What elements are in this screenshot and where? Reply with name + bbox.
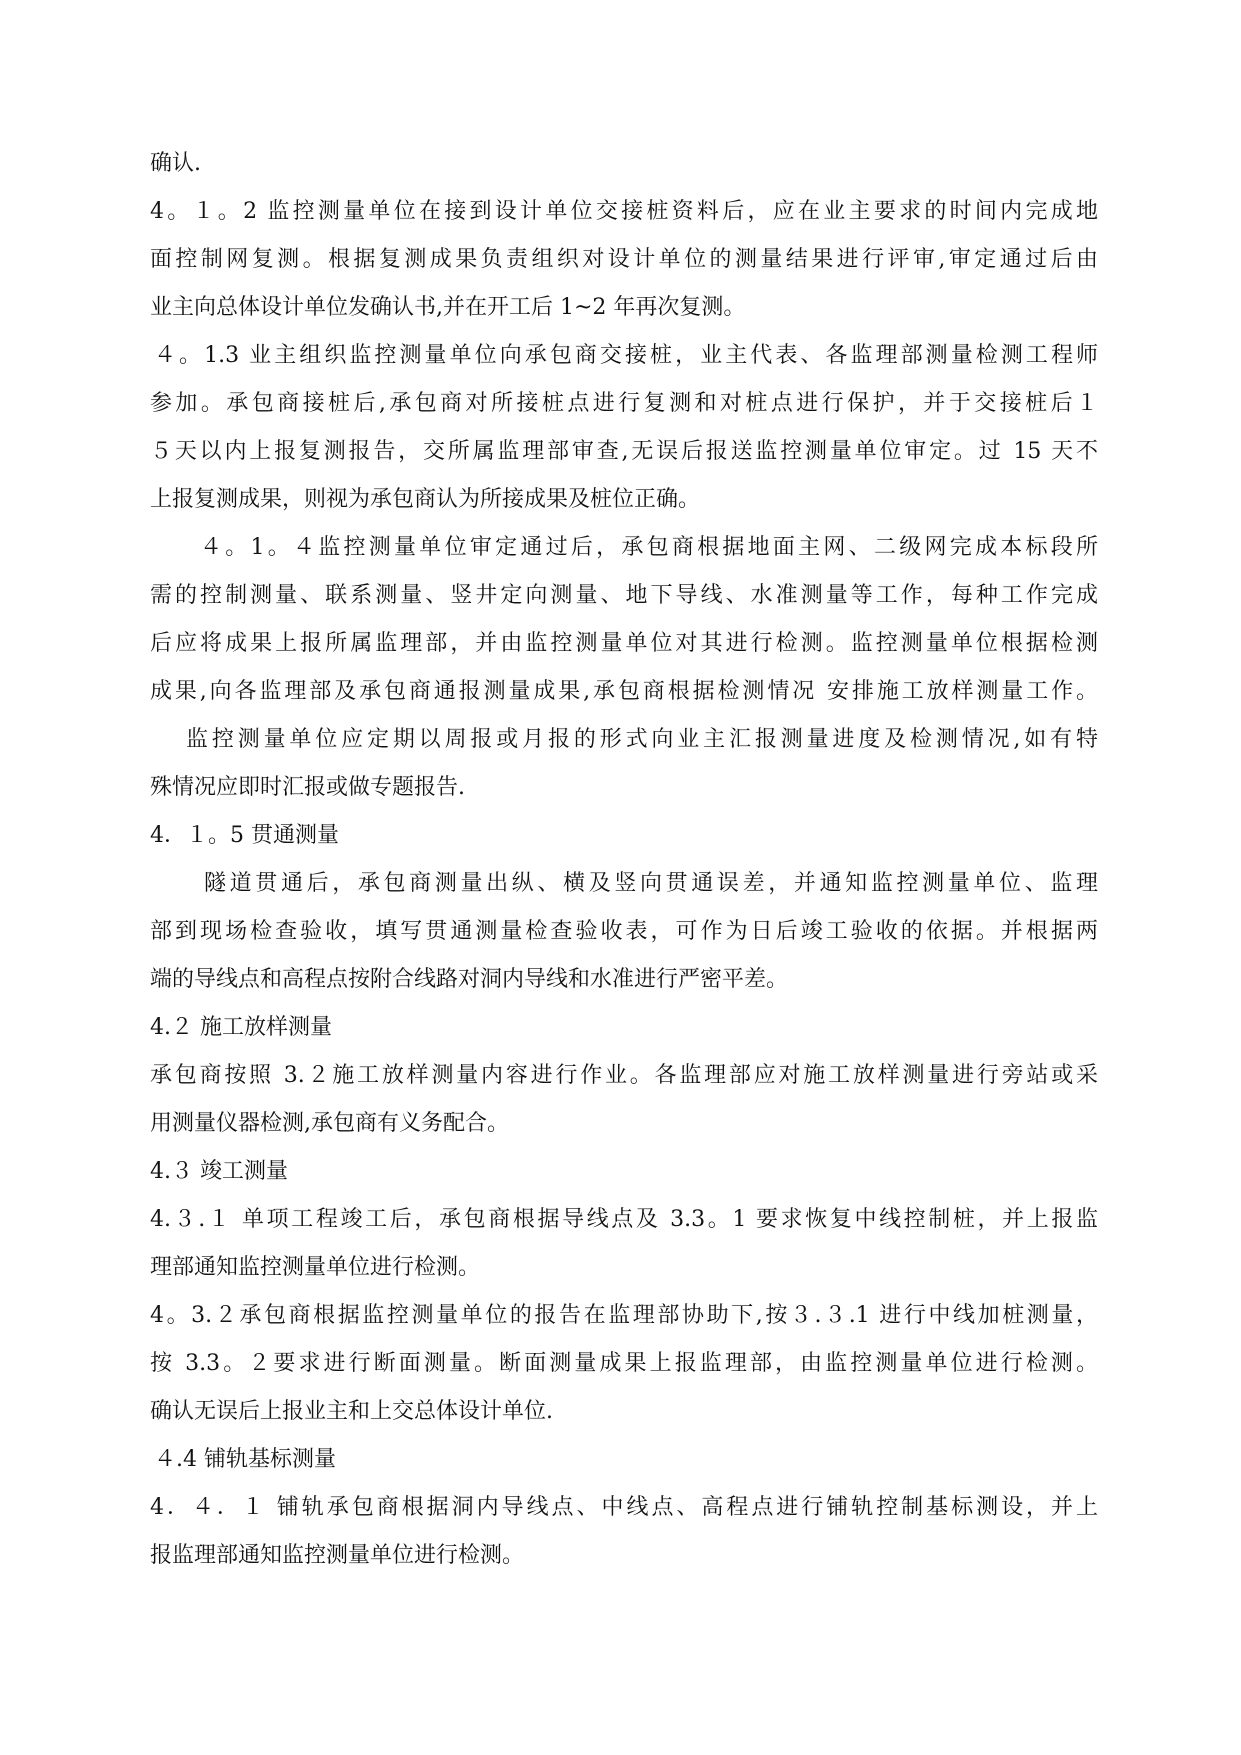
text-line: 业主向总体设计单位发确认书,并在开工后 1~2 年再次复测。: [150, 295, 746, 320]
text-line: 4.３.１ 单项工程竣工后，承包商根据导线点及 3.3。1 要求恢复中线控制桩，并上报监: [150, 1207, 1098, 1232]
text-line: 部到现场检查验收，填写贯通测量检查验收表，可作为日后竣工验收的依据。并根据两: [150, 919, 1098, 944]
text-line: 后应将成果上报所属监理部，并由监控测量单位对其进行检测。监控测量单位根据检测: [150, 631, 1098, 656]
text-line: ４。1。４监控测量单位审定通过后，承包商根据地面主网、二级网完成本标段所: [200, 535, 1098, 560]
section-heading: 4.２ 施工放样测量: [150, 1015, 332, 1040]
text-line: 按 3.3。２要求进行断面测量。断面测量成果上报监理部，由监控测量单位进行检测。: [150, 1351, 1098, 1376]
text-line: ５天以内上报复测报告，交所属监理部审查,无误后报送监控测量单位审定。过 15 天不: [150, 439, 1098, 464]
text-line: 隧道贯通后，承包商测量出纵、横及竖向贯通误差，并通知监控测量单位、监理: [204, 871, 1098, 896]
section-heading: 4．１。5 贯通测量: [150, 823, 339, 848]
text-line: 确认无误后上报业主和上交总体设计单位.: [150, 1399, 553, 1424]
text-line: 4。3.２承包商根据监控测量单位的报告在监理部协助下,按３.３.1 进行中线加桩测量，: [150, 1303, 1098, 1328]
text-line: 用测量仪器检测,承包商有义务配合。: [150, 1111, 509, 1136]
text-line: 上报复测成果，则视为承包商认为所接成果及桩位正确。: [150, 487, 701, 512]
text-line: 需的控制测量、联系测量、竖井定向测量、地下导线、水准测量等工作，每种工作完成: [150, 583, 1098, 608]
text-line: 承包商按照 3.２施工放样测量内容进行作业。各监理部应对施工放样测量进行旁站或采: [150, 1063, 1098, 1088]
text-line: ４。1.3 业主组织监控测量单位向承包商交接桩，业主代表、各监理部测量检测工程师: [154, 343, 1098, 368]
text-line: 监控测量单位应定期以周报或月报的形式向业主汇报测量进度及检测情况,如有特: [186, 727, 1098, 752]
section-heading: 4.３ 竣工测量: [150, 1159, 288, 1184]
text-line: 4．４．１ 铺轨承包商根据洞内导线点、中线点、高程点进行铺轨控制基标测设，并上: [150, 1495, 1098, 1520]
document-page: [150, 140, 1098, 1580]
text-line: 4。１。2 监控测量单位在接到设计单位交接桩资料后，应在业主要求的时间内完成地: [150, 199, 1098, 224]
text-line: 殊情况应即时汇报或做专题报告.: [150, 775, 465, 800]
text-line: 面控制网复测。根据复测成果负责组织对设计单位的测量结果进行评审,审定通过后由: [150, 247, 1098, 272]
section-heading: ４.4 铺轨基标测量: [154, 1447, 336, 1472]
text-line: 报监理部通知监控测量单位进行检测。: [150, 1543, 525, 1568]
text-line: 理部通知监控测量单位进行检测。: [150, 1255, 481, 1280]
text-line: 参加。承包商接桩后,承包商对所接桩点进行复测和对桩点进行保护，并于交接桩后１: [150, 391, 1098, 416]
text-line: 确认.: [150, 151, 201, 176]
text-line: 端的导线点和高程点按附合线路对洞内导线和水准进行严密平差。: [150, 967, 789, 992]
text-line: 成果,向各监理部及承包商通报测量成果,承包商根据检测情况 安排施工放样测量工作。: [150, 679, 1098, 704]
